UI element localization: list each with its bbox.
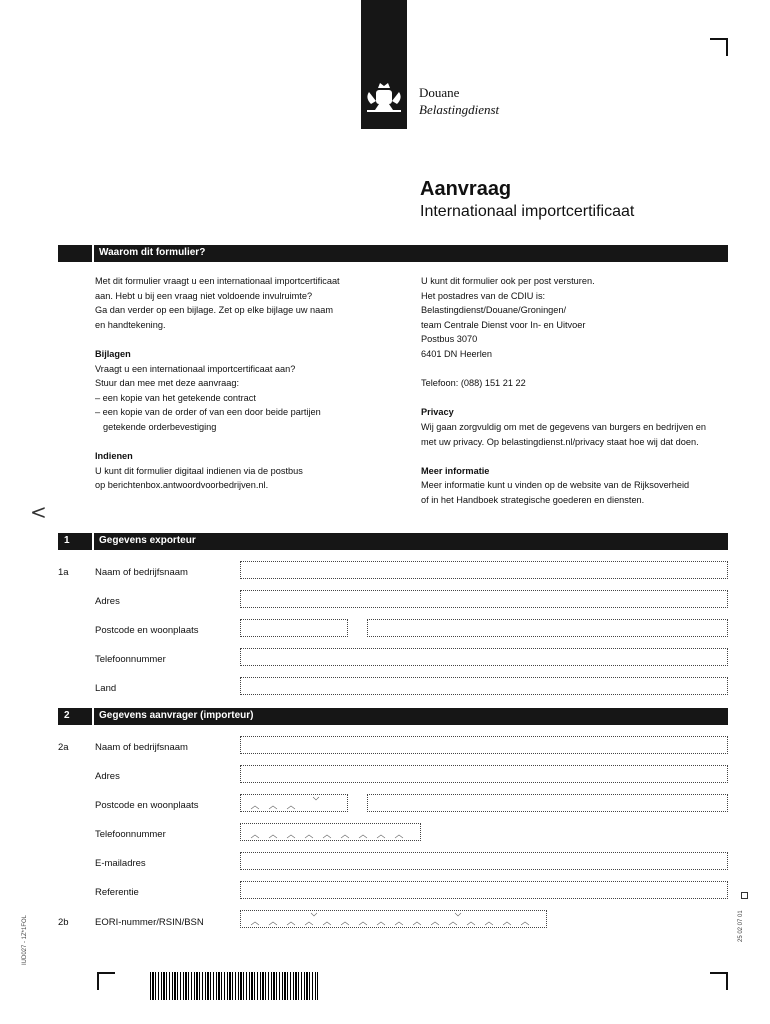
aanvrager-adres-input[interactable] [240,765,728,783]
label-aanvrager-naam: Naam of bedrijfsnaam [95,742,188,753]
label-exporteur-postcode-woonplaats: Postcode en woonplaats [95,625,199,636]
section-1-title: Gegevens exporteur [99,535,196,546]
indienen-line: op berichtenbox.antwoordvoorbedrijven.nl. [95,480,269,491]
post-line: Het postadres van de CDIU is: [421,290,546,301]
aanvrager-postcode-input[interactable] [240,794,348,812]
label-exporteur-telefoon: Telefoonnummer [95,654,166,665]
aanvrager-naam-input[interactable] [240,736,728,754]
intro-text-line: Met dit formulier vraagt u een internationaal importcertificaat [95,276,340,286]
label-aanvrager-eori: EORI-nummer/RSIN/BSN [95,917,204,928]
label-exporteur-adres: Adres [95,596,120,607]
aanvrager-woonplaats-input[interactable] [367,794,728,812]
meer-informatie-line: Meer informatie kunt u vinden op de website van de Rijksoverheid [421,480,690,491]
intro-bar-label: Waarom dit formulier? [99,247,206,258]
bijlagen-heading: Bijlagen [95,348,131,359]
meer-informatie-line: of in het Handboek strategische goederen en diensten. [421,494,645,505]
form-subtitle: Internationaal importcertificaat [420,203,635,220]
label-exporteur-land: Land [95,683,117,694]
aanvrager-eori-input[interactable] [240,910,547,928]
exporteur-postcode-input[interactable] [240,619,348,637]
exporteur-telefoon-input[interactable] [240,648,728,666]
telefoon-line: Telefoon: (088) 151 21 22 [421,378,526,389]
chevron-left-icon: < [30,500,47,524]
label-aanvrager-telefoon: Telefoonnummer [95,829,166,840]
postcode-comb-marks [241,795,347,811]
post-line: U kunt dit formulier ook per post versturen. [421,276,595,286]
privacy-line: Wij gaan zorgvuldig om met de gegevens van burgers en bedrijven en [421,421,706,432]
post-line: Postbus 3070 [421,334,478,345]
marker-square [741,892,748,899]
label-aanvrager-email: E-mailadres [95,858,146,869]
intro-text-line: aan. Hebt u bij een vraag niet voldoende invulruimte? [95,290,313,301]
meer-informatie-heading: Meer informatie [421,465,490,476]
section-2-number: 2 [64,710,70,721]
aanvrager-telefoon-input[interactable] [240,823,421,841]
intro-text-line: Ga dan verder op een bijlage. Zet op elke bijlage uw naam [95,305,334,316]
aanvrager-referentie-input[interactable] [240,881,728,899]
post-line: team Centrale Dienst voor In- en Uitvoer [421,319,586,330]
eori-comb-marks [241,911,546,927]
intro-text-line: en handtekening. [95,319,166,330]
form-version-vertical: 25 02 07 01 [738,910,744,942]
label-aanvrager-referentie: Referentie [95,887,139,898]
barcode [150,972,318,1000]
exporteur-woonplaats-input[interactable] [367,619,728,637]
rijksoverheid-logo [361,0,407,129]
crop-mark-top-right [710,38,728,56]
intro-section-bar [58,245,728,262]
section-1-bar [58,533,728,550]
bijlagen-line: getekende orderbevestiging [103,421,217,432]
privacy-heading: Privacy [421,407,454,418]
intro-bar-numcell [58,245,94,262]
section-2-bar [58,708,728,725]
row-number-2a: 2a [58,742,69,753]
intro-right-column [421,274,731,508]
privacy-line: met uw privacy. Op belastingdienst.nl/privacy staat hoe wij dat doen. [421,436,699,447]
crop-mark-bottom-left [97,972,115,990]
label-aanvrager-postcode-woonplaats: Postcode en woonplaats [95,800,199,811]
form-title: Aanvraag [420,178,512,200]
bijlagen-line: Stuur dan mee met deze aanvraag: [95,378,240,389]
exporteur-land-input[interactable] [240,677,728,695]
bijlagen-line: – een kopie van het getekende contract [95,392,256,403]
intro-left-column [95,274,405,493]
label-exporteur-naam: Naam of bedrijfsnaam [95,567,188,578]
exporteur-naam-input[interactable] [240,561,728,579]
row-number-1a: 1a [58,567,69,578]
indienen-line: U kunt dit formulier digitaal indienen via de postbus [95,465,303,476]
section-1-number: 1 [64,535,70,546]
crop-mark-bottom-right [710,972,728,990]
label-aanvrager-adres: Adres [95,771,120,782]
bijlagen-line: – een kopie van de order of van een door beide partijen [95,407,321,418]
indienen-heading: Indienen [95,451,133,462]
aanvrager-email-input[interactable] [240,852,728,870]
telefoon-comb-marks [241,824,420,840]
exporteur-adres-input[interactable] [240,590,728,608]
post-line: 6401 DN Heerlen [421,348,492,359]
row-number-2b: 2b [58,917,69,928]
post-line: Belastingdienst/Douane/Groningen/ [421,305,567,316]
logo-text-belastingdienst: Belastingdienst [419,102,500,117]
bijlagen-line: Vraagt u een internationaal importcertificaat aan? [95,363,296,374]
form-code-vertical: IUD027 - 1Z*1FOL [22,914,28,965]
section-2-title: Gegevens aanvrager (importeur) [99,710,254,721]
logo-text-douane: Douane [419,85,460,100]
